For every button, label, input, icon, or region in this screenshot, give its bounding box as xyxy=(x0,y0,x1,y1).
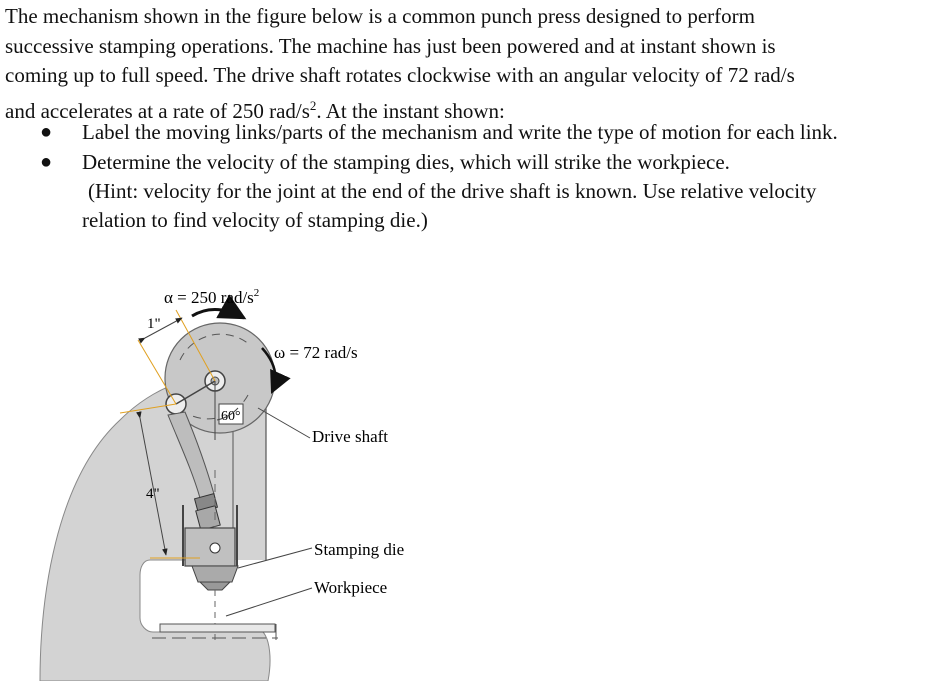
omega-label: ω = 72 rad/s xyxy=(274,343,358,362)
workpiece-callout: Workpiece xyxy=(314,578,388,597)
accel-sup: 2 xyxy=(309,97,317,113)
drive-shaft-callout: Drive shaft xyxy=(312,427,389,446)
intro-line-2: successive stamping operations. The machine has just been powered and at instant shown is xyxy=(5,33,776,58)
bullet-icon: ● xyxy=(40,121,53,143)
hint-line-2: relation to find velocity of stamping die.) xyxy=(82,208,428,232)
workpiece xyxy=(160,624,275,632)
stamping-die-callout: Stamping die xyxy=(314,540,405,559)
angle-label: 60° xyxy=(221,409,241,424)
intro-line-3: coming up to full speed. The drive shaft rotates clockwise with an angular velocity of 72 rad/s xyxy=(5,63,795,87)
accel-suffix: . At the instant shown: xyxy=(316,98,505,123)
task-text: Label the moving links/parts of the mechanism and write the type of motion for each link. xyxy=(82,120,838,144)
task-text: Determine the velocity of the stamping dies, which will strike the workpiece. xyxy=(82,149,730,174)
intro-line-1: The mechanism shown in the figure below is a common punch press designed to perform xyxy=(5,4,755,28)
dim-crank-label: 1" xyxy=(147,316,161,332)
alpha-label: α = 250 rad/$s^2$ xyxy=(164,287,260,307)
accel-prefix: and accelerates at a rate of 250 rad/s xyxy=(5,98,310,123)
alpha-arrow xyxy=(192,309,244,318)
dim-rod-label: 4" xyxy=(146,486,160,502)
bullet-icon: ● xyxy=(40,150,53,173)
stamping-die xyxy=(192,566,238,582)
hint-line-1: (Hint: velocity for the joint at the end of the drive shaft is known. Use relative velocity xyxy=(88,179,817,203)
